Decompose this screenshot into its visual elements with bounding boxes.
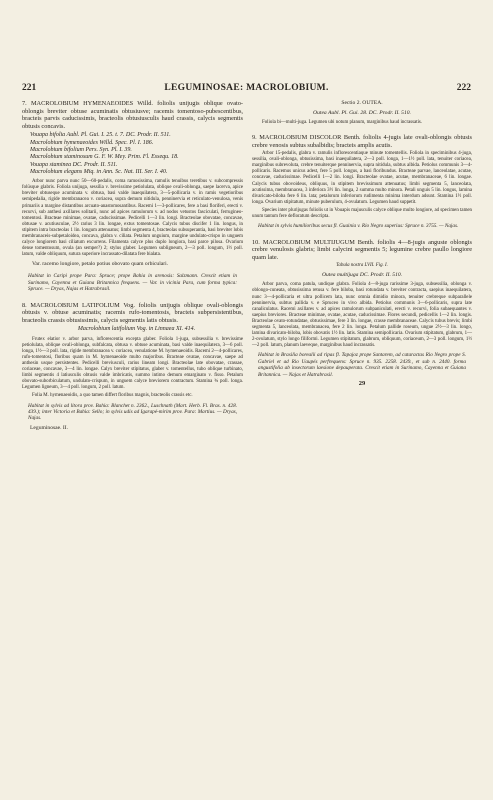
synonym: Vouapa staminea DC. Prodr. II. 511.: [30, 161, 118, 168]
species-10-heading: 10. MACROLOBIUM MULTIJUGUM Benth. foliolis 4—8-jugis anguste oblongis crebre venulosis glabris; limbi calycini segmentis 5; legumine crebre paullo longiore quam late.: [252, 238, 472, 261]
species-9-habitat: Habitat in sylvis humilioribus secus fl. Guainia v. Rio Negro superius: Spruce n. 3755. — Najas.: [258, 223, 459, 230]
left-column: [22, 100, 243, 432]
species-10-habitat: Habitat in Brasilia borealii ad ripas fl. Tapajoz prope Santarem, ad cataractas Rio Negro prope S. Gabriel et ad Rio Uaupés perfrequens: Spruce n. 935. 2258. 2439., et sub n. 2440. forma angustifolia ab insectorum laesione depauperata. Crescit etiam in Surinamo, Cayenna et Guiana Britannica. — Najas et Hatrabrasil.: [258, 352, 466, 378]
signature-mark-right: 29: [358, 379, 366, 387]
running-title: LEGUMINOSAE: MACROLOBIUM.: [164, 83, 329, 93]
species-10-plate: Tabula nostra LVII. Fig. I.: [336, 263, 388, 269]
synonym: Macrolobium staminosum G. F. W. Mey. Prim. Fl. Essequ. 18.: [30, 154, 179, 161]
section-description: Foliola bi—multi-juga. Legumen ubi notum planum, marginibus haud incrassatis.: [262, 119, 423, 125]
species-9-heading: 9. MACROLOBIUM DISCOLOR Benth. foliolis 4-jugis late ovali-oblongis obtusis crebre venosis subtus subalbidis; bracteis amplis acutis.: [252, 133, 472, 149]
section-title: Sectio 2. OUTEA.: [341, 100, 383, 106]
species-7-habitat: Habitat in Caripi prope Para: Spruce; prope Bahia in arenosis: Salzmann. Crescit etiam in Surinamo, Cayenna et Guiana Britannica frequens. — Var. in vicinia Para, cum forma typica: Spruce. — Dryas, Najas et Hatrabrasil.: [28, 273, 237, 293]
species-7-variety: Var. racemo longiore, petalo potius obovato quam orbiculari.: [32, 261, 169, 268]
synonym: Macrolobium elegans Miq. in Ann. Sc. Nat. III. Ser. I. 40.: [30, 168, 168, 175]
species-8-note: Folia M. hymenaeoidis, a quo tamen differt floribus magnis, bracteolis crassis etc.: [32, 393, 193, 399]
species-9-description: Arbor 15-pedalis, glabra v. ramulis inflorescentiaque minute tomentellis. Foliola in speciminibus 4-juga, sessilia, ovali-oblonga, obtusissima, basi inaequilatera, 2—3 poll. longa, 1—1½ poll. lata, tenuiter coriacea, marginibus subrevoluta, crebre tenuiterque penninervia, supra nitidula, subtus albida. Petiolus communis 3—4-pollicaris. Racemus unicus adest, fere 5 poll. longus, a basi floribundus. Bracteae parvae, lanceolatae, acutae, concavae, caducissimae. Pedicelli 1—2 lin. longi. Bracteolae ovatae, acutae, membranaceae, 6 lin. longae. Calycis tubus obovoideus, obliquus, in stipitem brevissimum attenuatus; limbi segmenta 5, lanceolata, acutissima, membranacea, 3 inferiora 3½ lin. longa, 2 summa multo minora. Petali unguis 5 lin. longus, lamina divaricato-biloba fere 6 lin. lata; petalorum inferiorum rudimenta minima interdum adsunt. Stamina 1½ poll. longa. Ovarium stipitatum, minute puberulum, 4-ovulatum. Legumen haud suppetit.: [252, 151, 472, 205]
page-header: [22, 83, 471, 97]
section-reference: Outea Aubl. Pl. Gui. 28. DC. Prodr. II. 510.: [313, 109, 411, 116]
synonym: Macrolobium hymenaeoides Willd. Spec. Pl. I. 186.: [30, 139, 154, 146]
page-number-left: 221: [22, 83, 37, 93]
page-number-right: 222: [456, 83, 471, 93]
synonym: Macrolobium bifolium Pers. Syn. Pl. I. 39.: [30, 146, 132, 153]
species-7-description: Arbor nunc parva nunc 50—60-pedalis, coma ramosissima, ramulis tenuibus teretibus v. subcompressis folüsque glabris. Foliola unijuga, sessilia v. brevissime petiolulata, oblique ovali-oblonga, saepe lacerva, apice breviter obtuseque acuminata v. obtusa, basi valde inaequilatera, 3—5-pollicaria v. in ramis vegetioribus semipedalia, rigide membranacea v. coriacea, supra demum nitidula, penninervia et reticulato-venulosa, venis primariis a margine distantibus arcuato-anastomosantibus. Racemi 1—3-pollicares, fere a basi floriferi, erecti v. recurvi, sub anthesi axillares solitarii, nunc ad apices ramulorum v. ad nodos vetustos fasciculati, ferrugineo-tomentosi. Bracteae minimae, ovatae, caducissimae. Pedicelli 1—3 lin. longi. Bracteolae obovatae, concavae, obtusae v. acutiusculae, 2½ rarius 3 lin. longae, extus tomentosae. Calycis tubus discifer 1 lin. longus, in stipitem intra bracteolas 1 lin. longum attenuatus; limbi segmenta 4, bracteolas subsuperantia, basi breviter lobis membranaceis-subpetaloidea, concava, glabra v. ciliata. Petalum unguium, margine undulato-crispo in unguem calyce longiorem basi ciliatum excurrens. Filamenta calyce plus duplo longiora, basi parce pilosa. Ovarium dense tomentosum, ovula (an semper?) 2; stylus glaber. Legumen subligneum, 2—3 poll. longum, 1½ poll. latum, valde obliquum, sutura superiore incrassato-dilatata fere bialata.: [22, 179, 243, 258]
species-7-heading: 7. MACROLOBIUM HYMENAEOIDES Willd. foliolis unijugis oblique ovato-oblongis breviter obtuse acuminatis obtusiusve; racemis tomentoso-pubescentibus, bracteis parvis caducissimis, bracteolis obtusiusculis haud crassis, calycis segmentis obtusis concavis.: [22, 100, 243, 130]
species-8-habitat: Habitat in sylvis ad litora prov. Bahia: Blanchet n. 2362., Luschnath (Mart. Herb. Fl. Bras. n. 428. 439.); inter Victoria et Bahia: Sello; in sylvis udis ad Igarapé-mirim prov. Para: Martius. — Dryas, Najas.: [28, 402, 237, 422]
species-8-synonym: Macrolobium latifolium Vog. in Linnaea XI. 414.: [77, 326, 196, 333]
species-7-synonyms: [30, 132, 243, 176]
species-9-note: Species inter plurijugas foliolis ut in Vouapis majusculis calyce oblique multo longiore, ad specimen tamen unum tantum fere defloratum descripta.: [252, 207, 472, 220]
synonym: Vouapa bifolia Aubl. Pl. Gui. I. 25. t. 7. DC. Prodr. II. 511.: [30, 132, 171, 139]
right-column: [252, 100, 472, 388]
species-10-synonym: Outea multijuga DC. Prodr. II. 510.: [321, 272, 403, 279]
species-8-heading: 8. MACROLOBIUM LATIFOLIUM Vog. foliolis unijugis oblique ovali-oblongis obtusis v. obtuse acuminatis; racemis rufo-tomentosis, bracteis subpersistentibus, bracteolis crassis obtusissimis, calycis segmentis latis obtusis.: [22, 301, 243, 324]
species-8-description: Frutex elatior v. arbor parva, inflorescentia excepta glaber. Foliola 1-juga, subsessilia v. brevissime petiolulata, oblique ovali-oblonga, subfalcata, obtusa v. obtuse acuminata, basi valde inaequilatera, 3—6 poll. longa, 1½—3 poll. lata, rigide membranacea v. coriacea, venulatione M. hymenaeoidis. Racemi 2—4-pollicares, rufo-tomentosi, floribus quam in M. hymenaeoide multo majoribus. Bracteae ovatae, concavae, saepe ad anthesin usque persistentes. Pedicelli breviusculi, rarius lineam longi. Bracteolae late obovatae, crassae, coriaceae, concavae, 3—4 lin. longae. Calyx breviter stipitatus, glaber v. tomentellus, tubo oblique turbinato, limbi segmentis 4 latiusculis obtusis valde imbricatis, summo intimo demum emarginato v. fisso. Petalum obovato-suborbiculatum, undulato-crispum, in unguem calyce breviorem contractum. Stamina ¾ poll. longa. Legumen ligneum, 3—4 poll. longum, 2 poll. latum.: [22, 336, 243, 391]
signature-mark-left: Leguminosae. II.: [30, 424, 69, 431]
species-10-description: Arbor parva, coma patula, undique glabra. Foliola 4—8-juga rarissime 3-juga, subsessilia, oblonga v. oblongo-cuneata, obtusissima retusa v. fere biloba, basi rotundata v. breviter contracta, saepius inaequilatera, nunc 3—4-pollicaria et ultra pollicem lata, nunc omnia dimidio minora, tenuiter crebreque subparallele penninervia, subtus pallida v. e Spruceo in vivo albida. Petiolus communis 3—6-pollicaris, supra late canaliculatus. Racemi axillares v. ad apices ramulorum subpaniculati, erecti v. recurvi, folia subaequantes v. saepius breviores. Bracteae minimae, ovatae, acutae, caducissimae. Flores secundi, pedicellis 1—2 lin. longis. Bracteolae ovato-rotundatae, obtusissimae, fere 3 lin. longae, crasse membranaceae. Calycis tubus brevis; limbi segmenta 5, lanceolata, membranacea, fere 2 lin. longa. Petalum pallide roseum, ungue 2½—3 lin. longo, lamina divaricato-biloba, lobis obovatis 1½ lin. latis. Stamina semipollicaria. Ovarium stipitatum, glabrum, 1—2-ovulatum, stylo longo filiformi. Legumen stipitatum, glabrum, obliquum, coriaceum, 2—3 poll. longum, 1½—2 poll. latum, planum laeveque, marginibus haud incrassatis.: [252, 282, 472, 349]
